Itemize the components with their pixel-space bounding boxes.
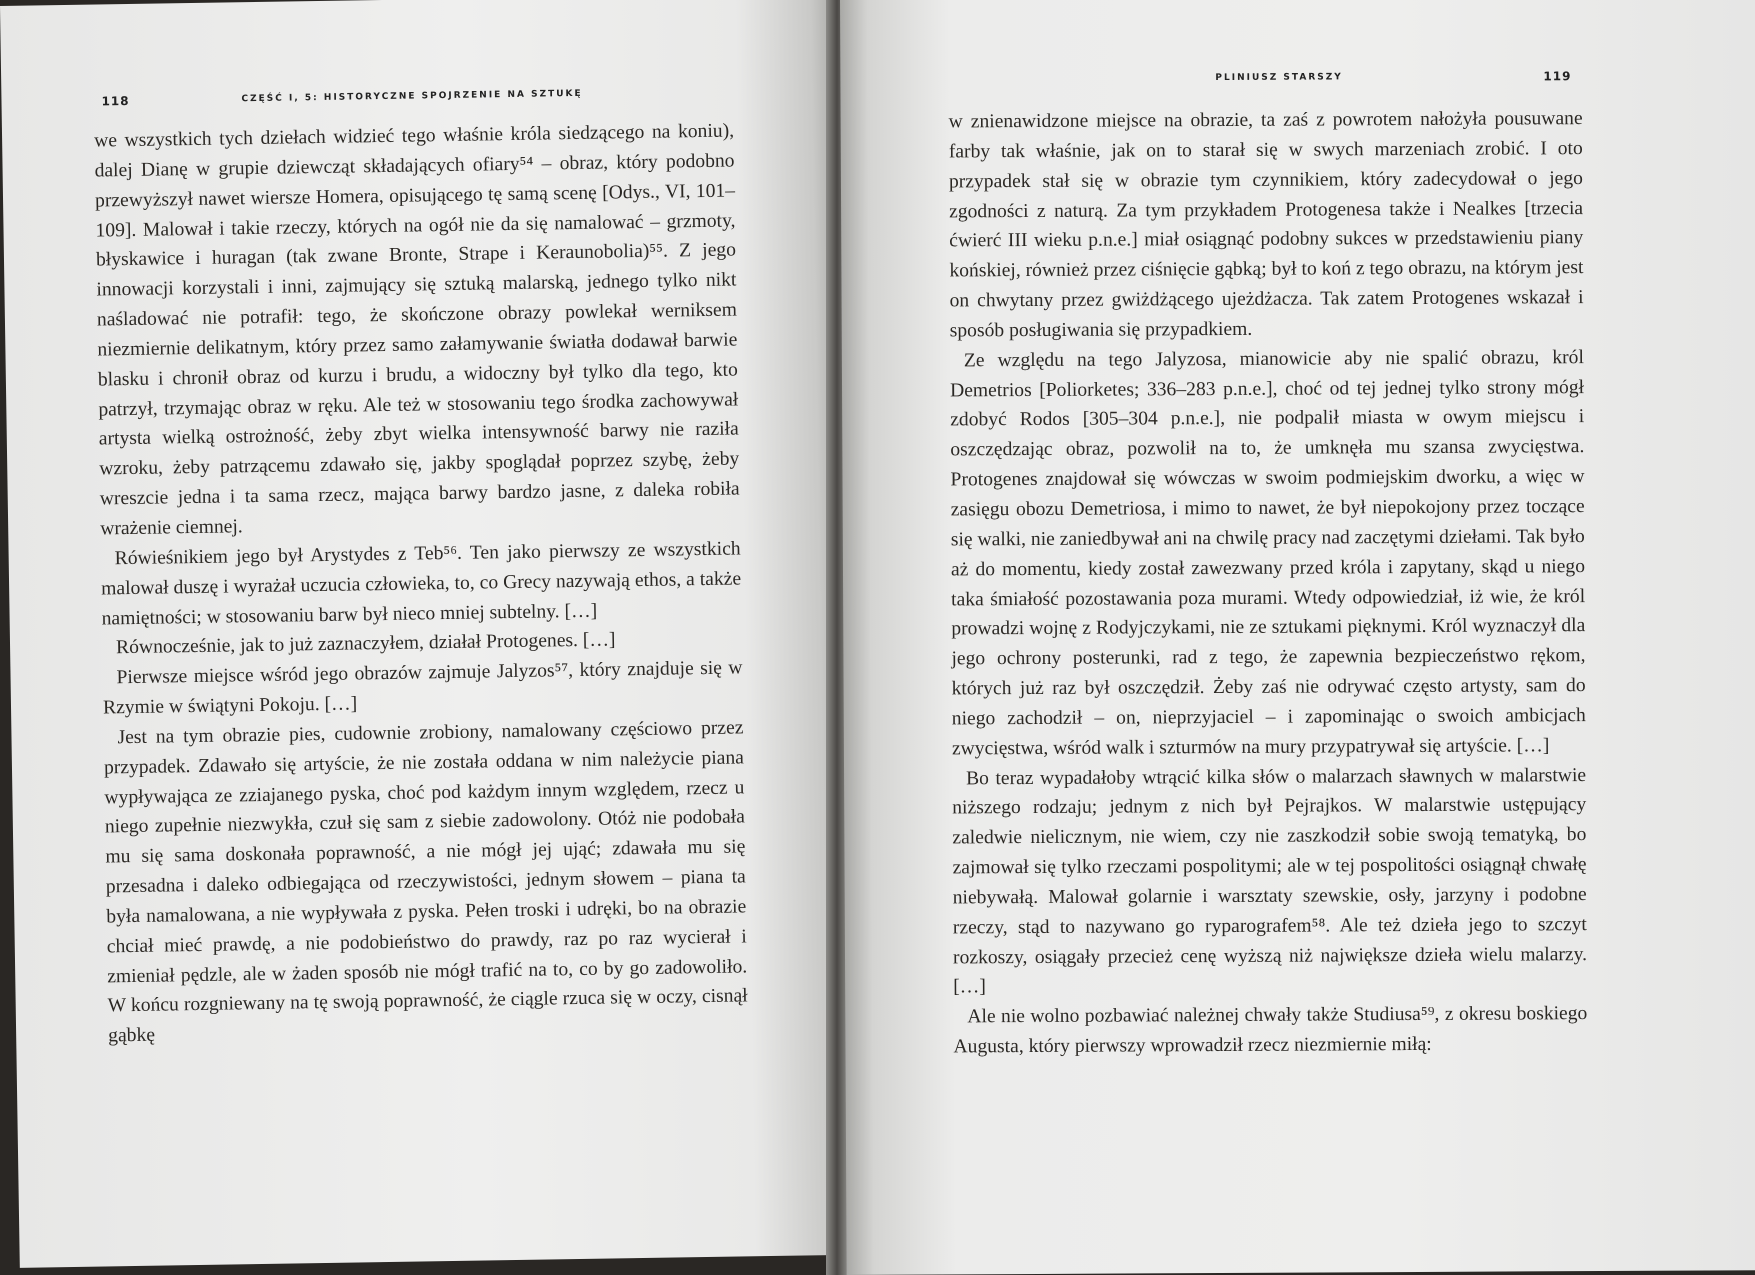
paragraph: Ale nie wolno pozbawiać należnej chwały także Studiusa⁵⁹, z okresu boskiego Augusta, który pierwszy wprowadził rzecz niezmiernie miłą: (953, 1003, 1588, 1058)
page-number-left: 118 (101, 93, 130, 109)
left-page-body (94, 116, 748, 1051)
paragraph: w znienawidzone miejsce na obrazie, ta zaś z powrotem nałożyła pousuwane farby tak właśnie, jak on to starał się w swych marzeniach zrobić. I oto przypadek stał się w obrazie tym czynnikiem, który zadecydował o jego zgodności z naturą. Za tym przykładem Protogenesa także i Nealkes [trzecia ćwierć III wieku p.n.e.] miał osiągnąć podobny sukces w przedstawieniu piany końskiej, również przez ciśnięcie gąbką; był to koń z tego obrazu, na którym jest on chwytany przez gwiżdżącego ujeżdżacza. Tak zatem Protogenes wskazał i sposób posługiwania się przypadkiem. (948, 108, 1584, 342)
running-head-right: PLINIUSZ STARSZY (1215, 72, 1343, 84)
paragraph: we wszystkich tych dziełach widzieć tego właśnie króla siedzącego na koniu), dalej Dianę w grupie dziewcząt składających ofiary⁵⁴ – obraz, który podobno przewyższył nawet wiersze Homera, opisującego tę samą scenę [Odys., VI, 101–109]. Malował i takie rzeczy, których na ogół nie da się namalować – grzmoty, błyskawice i huragan (tak zwane Bronte, Strape i Keraunobolia)⁵⁵. Z jego innowacji korzystali i inni, zajmujący się sztuką malarską, jednego tylko nikt naśladować nie potrafił: tego, że skończone obrazy powlekał werniksem niezmiernie delikatnym, który przez samo załamywanie światła dodawał barwie blasku i chronił obraz od kurzu i brudu, a widoczny był tylko dla tego, kto patrzył, trzymając obraz w ręku. Ale też w stosowaniu tego środka zachowywał artysta wielką ostrożność, żeby zbyt wielka intensywność barwy nie raziła wzroku, żeby patrzącemu zdawało się, jakby spoglądał poprzez szybę, żeby wreszcie jedna i ta sama rzecz, mająca barwy bardzo jasne, z daleka robiła wrażenie ciemnej. (93, 120, 740, 540)
paragraph: Równocześnie, jak to już zaznaczyłem, działał Protogenes. […] (115, 629, 616, 659)
running-head-left: CZĘŚĆ I, 5: HISTORYCZNE SPOJRZENIE NA SZTUKĘ (241, 88, 583, 105)
right-page (840, 0, 1755, 1275)
page-number-right: 119 (1543, 69, 1572, 84)
paragraph: Bo teraz wypadałoby wtrącić kilka słów o malarzach sławnych w malarstwie niższego rodzaju; jednym z nich był Pejrajkos. W malarstwie ustępujący zaledwie nielicznym, nie wiem, czy nie zaszkodził sobie swoją tematyką, bo zajmował się tylko rzeczami pospolitymi; ale w tej pospolitości osiągnął chwałę niebywałą. Malował golarnie i warsztaty szewskie, osły, jarzyny i podobne rzeczy, stąd to nazywano go ryparografem⁵⁸. Ale też dzieła jego to szczyt rozkoszy, osiągały przecież cenę wyższą niż największe dzieła wielu malarzy. […] (952, 764, 1588, 998)
paragraph: Ze względu na tego Jalyzosa, mianowicie aby nie spalić obrazu, król Demetrios [Poliorketes; 336–283 p.n.e.], choć od tej jednej tylko strony mógł zdobyć Rodos [305–304 p.n.e.], nie podpalił miasta w owym miejscu i oszczędzając obraz, pozwolił na to, że umknęła mu szansa zwycięstwa. Protogenes znajdował się wówczas w swoim podmiejskim dworku, a więc w zasięgu obozu Demetriosa, i mimo to nawet, że był niepokojony przez toczące się walki, nie zaniedbywał ani na chwilę pracy nad zaczętymi dziełami. Tak było aż do momentu, kiedy został zawezwany przed króla i zapytany, skąd u niego taka śmiałość pozostawania poza murami. Wtedy odpowiedział, iż wie, że król prowadzi wojnę z Rodyjczykami, nie ze sztukami pięknymi. Król wyznaczył dla jego ochrony posterunki, rad z tego, że zapewnia bezpieczeństwo rękom, których już raz był oszczędził. Żeby zaś nie odrywać często artysty, sam do niego zachodził – on, nieprzyjaciel – i zapominając o swoich ambicjach zwycięstwa, wśród walk i szturmów na mury przypatrywał się artyście. […] (949, 346, 1586, 760)
paragraph: Jest na tym obrazie pies, cudownie zrobiony, namalowany częściowo przez przypadek. Zdawało się artyście, że nie została oddana w nim należycie piana wypływająca ze zziajanego pyska, choć pod każdym innym względem, rzecz u niego zupełnie niezwykła, czuł się sam z siebie zadowolony. Otóż nie podobała mu się sama doskonała poprawność, a nie mógł jej ująć; zdawała mu się przesadna i daleko odbiegająca od rzeczywistości, jednym słowem – piana ta była namalowana, a nie wypływała z pyska. Pełen troski i udręki, bo na obrazie chciał mieć prawdę, a nie podobieństwo do prawdy, raz po raz wycierał i zmieniał pędzle, ale w żaden sposób nie mógł trafić na to, co by go zadowoliło. W końcu rozgniewany na tę swoją poprawność, że ciągle rzuca się w oczy, cisnął gąbkę (103, 717, 748, 1047)
paragraph: Pierwsze miejsce wśród jego obrazów zajmuje Jalyzos⁵⁷, który znajduje się w Rzymie w świątyni Pokoju. […] (102, 657, 743, 719)
left-page (0, 0, 856, 1268)
right-page-body (949, 104, 1588, 1062)
paragraph: Rówieśnikiem jego był Arystydes z Teb⁵⁶. Ten jako pierwszy ze wszystkich malował duszę i wyrażał uczucia człowieka, to, co Grecy nazywają ethos, a także namiętności; w stosowaniu barw był nieco mniej subtelny. […] (100, 538, 742, 629)
